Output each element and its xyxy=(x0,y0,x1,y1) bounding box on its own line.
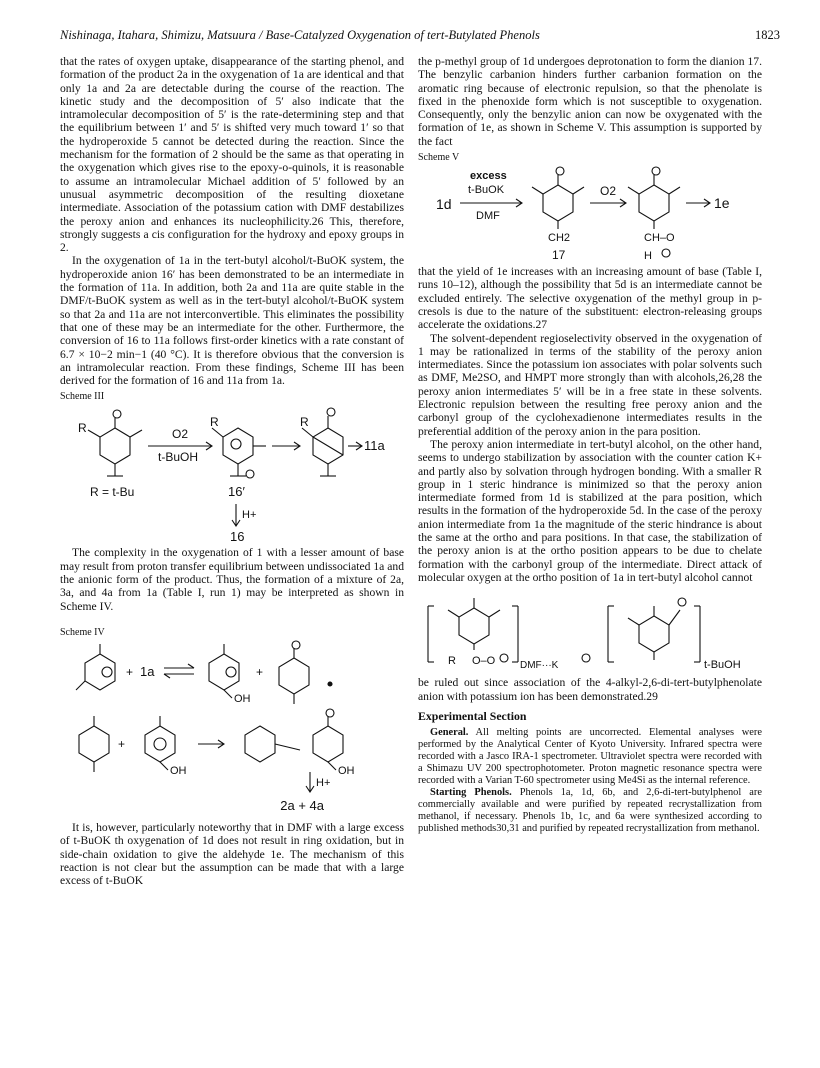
paragraph-general xyxy=(418,727,762,787)
h-plus: H+ xyxy=(316,776,331,789)
reaction-arrow xyxy=(460,170,522,222)
reaction-arrow xyxy=(590,184,626,207)
running-header xyxy=(60,28,780,46)
scheme-3-label: Scheme III xyxy=(60,391,105,403)
down-arrow xyxy=(232,504,256,526)
running-title: Nishinaga, Itahara, Shimizu, Matsuura / Base-Catalyzed Oxygenation of tert-Butylated Phenols xyxy=(60,28,540,42)
peroxy-anion-complex-figure xyxy=(418,588,762,674)
down-arrow xyxy=(306,772,330,792)
reagent-excess: excess xyxy=(470,170,507,183)
scheme-4-diagram xyxy=(60,640,404,800)
alkoxide-intermediate-structure xyxy=(628,167,680,262)
bicyclic-peroxide-structure xyxy=(145,716,187,777)
run-in-heading: Starting Phenols. xyxy=(430,786,512,798)
hydroperoxide-anion-structure xyxy=(210,415,266,478)
compound-16: 16 xyxy=(230,529,245,545)
paragraph-text: All melting points are uncorrected. Elemental analyses were performed by the Analytical Center of Kyoto University. Infrared spectra were recorded with a Jasco IRA-1 spectrometer. Ultraviolet spectra were recorded with a Shimazu UV 200 spectrophotometer. Proton magnetic resonance spectra were recorded with a Varian T-60 spectrometer using Me4Si as the internal reference. xyxy=(418,726,762,786)
bicyclic-intermediate-structure xyxy=(300,408,343,476)
r-label: R xyxy=(210,415,219,430)
phenolate-structure xyxy=(79,716,109,772)
paragraph: that the yield of 1e increases with an increasing amount of base (Table I, runs 10–12), although the possibility that 5d is an intermediate cannot be excluded entirely. The selective oxygenation of the methyl group in p-cresols is due to the nature of the substituent: electron-releasing groups accelerate the oxidations.27 xyxy=(418,265,762,332)
paragraph: The solvent-dependent regioselectivity observed in the oxygenation of 1 may be rationalized in terms of the stability of the peroxy anion intermediates. Since the potassium ion associates with polar solvents such as DMF, Me2SO, and HMPT more strongly than with alcohols,26,28 the peroxy anion intermediates 5′ will be in a free state in these solvents. Electronic repulsion between the resulting free peroxy anion and the carbonyl group of the cyclohexadienone intermediates results in the preferential addition of the peroxy anion in the para position. xyxy=(418,331,762,438)
plus-sign: + xyxy=(118,736,126,751)
intermediate-16-prime: 16′ xyxy=(228,484,245,500)
o2-label: O2 xyxy=(600,184,617,199)
paragraph: that the rates of oxygen uptake, disappearance of the starting phenol, and formation of the product 2a in the oxygenation of 1a are identical and that only 1a and 2a are detectable during the course of the reaction. The kinetic study and the decomposition of 5′ also indicate that the intramolecular decomposition of 5′ is the rate-determining step and that the equilibrium between 1′ and 5′ is shifted very much toward 1′ so that the hydroperoxide 5 cannot be detected during the reaction. Since the mechanism for the formation of 2 should be the same as that operating in the oxygenation which gives rise to the epoxy-o-quinols, it is reasonable to assume an intramolecular Michael addition of 5′ followed by an unusual asymmetric decomposition of the resulting dioxetane intermediate. Association of the potassium cation with DMF destabilizes the peroxy anion and enhances its nucleophilicity.26 This, therefore, strongly suggests a cis configuration for the hydroxy and epoxy groups in 2. xyxy=(60,55,404,255)
oh-label: OH xyxy=(338,764,355,777)
scheme-5-diagram xyxy=(418,165,762,263)
reaction-arrow xyxy=(686,195,730,211)
run-in-heading: General. xyxy=(430,726,469,738)
dimeric-peroxide-structure xyxy=(245,709,355,777)
scheme-4-products: 2a + 4a xyxy=(280,797,324,813)
free-peroxy-anion-structure xyxy=(428,598,590,671)
h-label: H xyxy=(644,250,652,263)
reagent-tbuok: t-BuOK xyxy=(468,184,505,197)
scheme-4-label: Scheme IV xyxy=(60,626,105,638)
scheme-5-label: Scheme V xyxy=(418,152,460,164)
reagent-tbuoh: t-BuOH xyxy=(158,450,199,465)
ch2-label: CH2 xyxy=(548,232,571,245)
paragraph: It is, however, particularly noteworthy that in DMF with a large excess of t-BuOK th oxygenation of 1d does not result in ring oxidation, but in side-chain oxidation to give the aldehyde 1e. The mechanism of this reaction is not clear but the assumption can be made that with a large excess of t-BuOK xyxy=(60,820,404,888)
h-plus: H+ xyxy=(242,509,257,522)
r-label: R xyxy=(78,421,87,436)
paragraph: In the oxygenation of 1a in the tert-butyl alcohol/t-BuOK system, the hydroperoxide anion 16′ has been demonstrated to be an intermediate in the formation of 11a. In addition, both 2a and 11a are quite stable in the DMF/t-BuOK system as well as in the tert-butyl alcohol/t-BuOK system so that 2a and 11a are not interconvertible. This eliminates the possibility that one of these may be an intermediate for the other. Furthermore, the conversion of 16 to 11a follows first-order kinetics with a rate constant of 6.7 × 10−2 min−1 (40 °C). It is therefore obvious that the conversion is an intramolecular reaction. From these findings, Scheme III has been derived for the formation of 16 and 11a from 1a. xyxy=(60,254,404,388)
reaction-arrow xyxy=(272,442,300,450)
r-definition: R = t-Bu xyxy=(90,485,135,500)
plus-sign: + xyxy=(256,664,264,679)
left-column xyxy=(60,55,404,887)
reaction-arrow xyxy=(148,427,212,464)
paragraph: The complexity in the oxygenation of 1 with a lesser amount of base may result from proton transfer equilibrium between undissociated 1a and the anionic form of the product. Thus, the formation of a mixture of 2a, 3a, and 4a from 1a (Table I, run 1) may be interpreted as shown in Scheme IV. xyxy=(60,546,404,613)
oh-label: OH xyxy=(234,692,251,705)
phenolate-anion-structure xyxy=(279,641,309,704)
r-label: R xyxy=(300,415,309,430)
reagent-o2: O2 xyxy=(172,427,189,442)
reactant-1a: 1a xyxy=(140,663,155,679)
cho-label: CH–O xyxy=(644,232,675,245)
right-column xyxy=(418,55,762,835)
plus-sign: + xyxy=(126,664,134,679)
compound-1d: 1d xyxy=(436,196,452,213)
product-1e: 1e xyxy=(714,195,730,212)
peroxy-label: O–O xyxy=(472,655,496,668)
dmf-k-label: DMF···K xyxy=(520,660,559,672)
paragraph-text: Phenols 1a, 1d, 6b, and 2,6-di-tert-butylphenol are commercially available and were purified by repeated recrystallization from methanol, if necessary. Phenols 1b, 1c, and 6a were synthesized according to published methods30,31 and purified by repeated recrystallization from methanol. xyxy=(418,786,762,834)
dianion-17: 17 xyxy=(552,248,566,263)
solvent-dmf: DMF xyxy=(476,210,500,223)
chelated-peroxy-anion-structure xyxy=(608,598,741,671)
scheme-3-diagram xyxy=(60,404,404,544)
oh-label: OH xyxy=(170,764,187,777)
equilibrium-arrow xyxy=(164,664,194,678)
page-number: 1823 xyxy=(755,28,780,42)
epoxy-quinol-structure xyxy=(209,644,251,705)
paragraph: the p-methyl group of 1d undergoes deprotonation to form the dianion 17. The benzylic carbanion hinders further carbanion formation on the aromatic ring because of electronic repulsion, so that the phenolate is fixed in the phenoxide form which is not susceptible to oxygenation. Consequently, only the benzylic anion can now be oxygenated with the formation of 1e, as shown in Scheme V. This assumption is supported by the fact xyxy=(418,55,762,148)
paragraph: The peroxy anion intermediate in tert-butyl alcohol, on the other hand, seems to undergo stabilization by association with the counter cation K+ and partly also by solvation through hydrogen bonding. With a smaller R group in 1 steric hindrance is minimized so that the peroxy anion intermediate formed from 1d is stabilized at the para position, which results in the formation of the hydroperoxide 5d. In the case of the peroxy anion intermediate from 1a the magnitude of the steric hindrance is about the same at the ortho and para positions. In that case, the stabilization of the peroxy anion is at the ortho position appears to be due to chelate formation with the carbonyl group of the intermediate. Direct attack of molecular oxygen at the ortho position of 1a in tert-butyl alcohol cannot xyxy=(418,437,762,584)
tbuoh-label: t-BuOH xyxy=(704,659,741,672)
paragraph-starting-phenols xyxy=(418,787,762,835)
epoxy-quinol-anion-structure xyxy=(76,644,115,690)
reaction-arrow xyxy=(348,438,385,453)
r-label: R xyxy=(448,655,456,668)
reaction-arrow xyxy=(198,740,224,748)
product-11a: 11a xyxy=(364,438,385,454)
section-heading: Experimental Section xyxy=(418,708,527,723)
dianion-structure xyxy=(532,167,584,262)
phenolate-structure xyxy=(78,410,142,476)
paragraph: be ruled out since association of the 4-alkyl-2,6-di-tert-butylphenolate anion with potassium ion has been demonstrated.29 xyxy=(418,676,762,703)
